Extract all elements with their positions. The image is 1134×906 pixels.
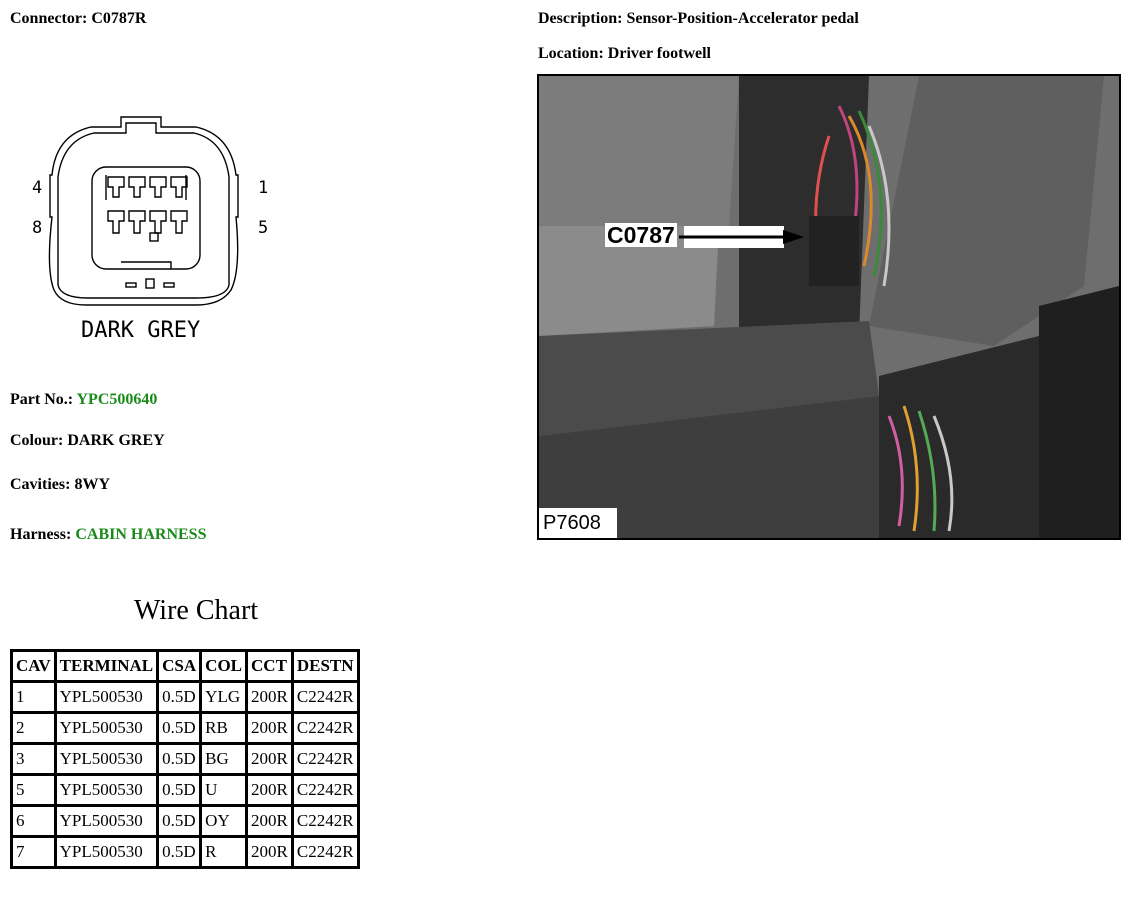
cell-cav: 5 (13, 776, 54, 804)
cell-csa: 0.5D (159, 683, 199, 711)
cell-cav: 1 (13, 683, 54, 711)
cell-terminal: YPL500530 (57, 745, 157, 773)
cell-destn: C2242R (294, 714, 357, 742)
cell-csa: 0.5D (159, 714, 199, 742)
cell-csa: 0.5D (159, 807, 199, 835)
harness-line (10, 526, 206, 544)
connector-face-diagram (26, 105, 276, 355)
cell-destn: C2242R (294, 683, 357, 711)
pin-label-1: 1 (258, 178, 269, 198)
cell-terminal: YPL500530 (57, 714, 157, 742)
harness-label: Harness: (10, 526, 72, 543)
photo-reference: P7608 (543, 512, 601, 534)
header-destn: DESTN (294, 652, 357, 680)
colour-label: Colour: (10, 432, 64, 449)
cell-cav: 2 (13, 714, 54, 742)
cell-cct: 200R (248, 714, 291, 742)
colour-line (10, 432, 165, 450)
connector-label: Connector: (10, 10, 88, 27)
table-row (13, 807, 357, 835)
table-row (13, 683, 357, 711)
cell-destn: C2242R (294, 807, 357, 835)
cell-col: RB (202, 714, 245, 742)
cell-cav: 3 (13, 745, 54, 773)
cell-cct: 200R (248, 745, 291, 773)
location-label: Location: (538, 45, 604, 62)
location-photo (537, 74, 1121, 540)
cell-col: OY (202, 807, 245, 835)
part-no-link[interactable]: YPC500640 (76, 391, 158, 408)
header-cav: CAV (13, 652, 54, 680)
location-line (538, 45, 711, 63)
table-row (13, 838, 357, 866)
cavities-value: 8WY (74, 476, 110, 493)
cell-terminal: YPL500530 (57, 776, 157, 804)
wire-chart-table (10, 649, 360, 869)
location-value: Driver footwell (607, 45, 711, 62)
pin-label-5: 5 (258, 218, 269, 238)
cell-col: YLG (202, 683, 245, 711)
description-value: Sensor-Position-Accelerator pedal (626, 10, 859, 27)
connector-line (10, 10, 146, 28)
cell-cct: 200R (248, 776, 291, 804)
connector-value: C0787R (91, 10, 147, 27)
table-row (13, 714, 357, 742)
part-no-line (10, 391, 157, 409)
cavities-label: Cavities: (10, 476, 71, 493)
description-label: Description: (538, 10, 623, 27)
cell-csa: 0.5D (159, 838, 199, 866)
colour-value: DARK GREY (67, 432, 165, 449)
cell-terminal: YPL500530 (57, 838, 157, 866)
header-terminal: TERMINAL (57, 652, 157, 680)
cell-cct: 200R (248, 807, 291, 835)
pin-label-4: 4 (32, 178, 43, 198)
cell-col: R (202, 838, 245, 866)
cell-cct: 200R (248, 683, 291, 711)
harness-link[interactable]: CABIN HARNESS (75, 526, 207, 543)
header-cct: CCT (248, 652, 291, 680)
header-col: COL (202, 652, 245, 680)
wire-chart-header-row (13, 652, 357, 680)
header-csa: CSA (159, 652, 199, 680)
cell-cav: 7 (13, 838, 54, 866)
part-no-label: Part No.: (10, 391, 74, 408)
cell-cav: 6 (13, 807, 54, 835)
cavities-line (10, 476, 110, 494)
cell-col: BG (202, 745, 245, 773)
cell-csa: 0.5D (159, 776, 199, 804)
cell-col: U (202, 776, 245, 804)
cell-terminal: YPL500530 (57, 683, 157, 711)
cell-destn: C2242R (294, 776, 357, 804)
cell-destn: C2242R (294, 838, 357, 866)
cell-csa: 0.5D (159, 745, 199, 773)
description-line (538, 10, 859, 28)
cell-destn: C2242R (294, 745, 357, 773)
photo-callout-label: C0787 (607, 222, 675, 248)
cell-cct: 200R (248, 838, 291, 866)
cell-terminal: YPL500530 (57, 807, 157, 835)
location-photo-drawing (539, 76, 1119, 538)
table-row (13, 745, 357, 773)
table-row (13, 776, 357, 804)
pin-label-8: 8 (32, 218, 43, 238)
diagram-colour-label: DARK GREY (81, 318, 201, 343)
wire-chart-title: Wire Chart (134, 595, 259, 626)
